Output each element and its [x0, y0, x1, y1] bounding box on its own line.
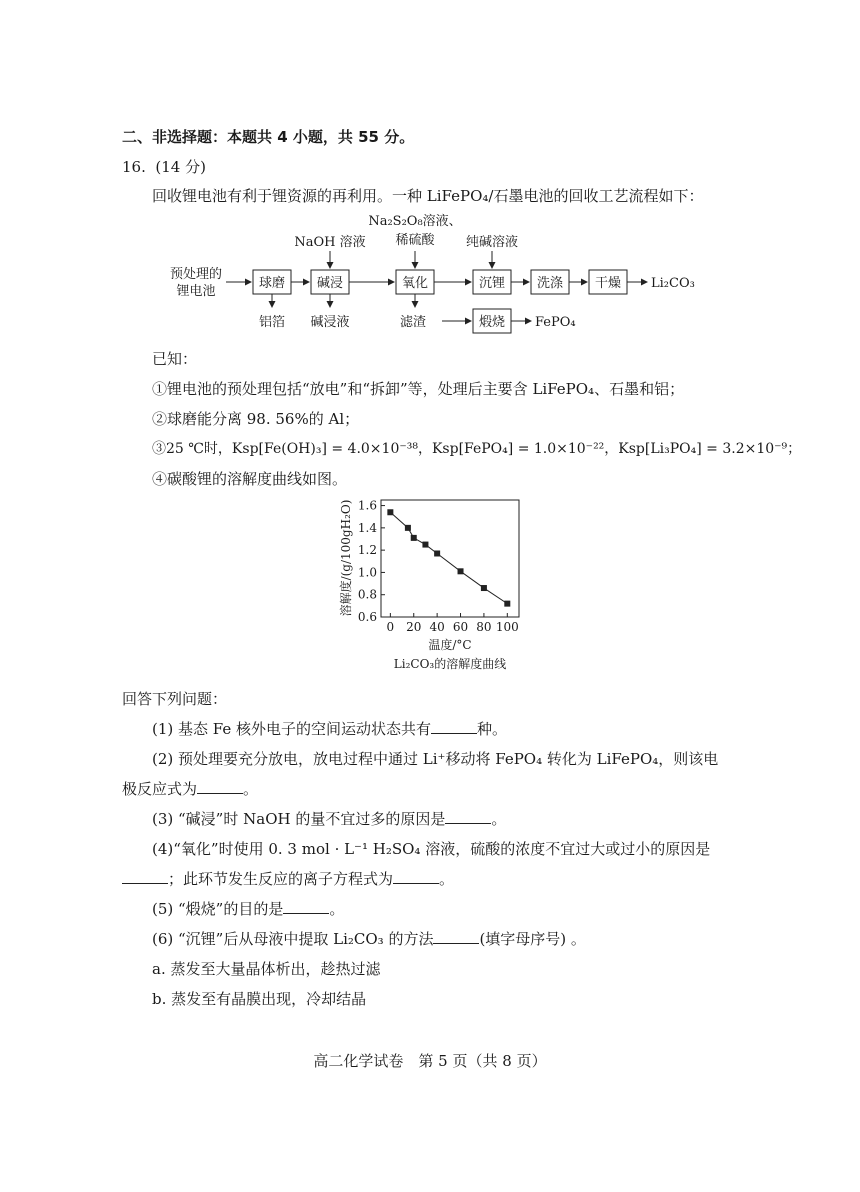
q5-text: (5) “煅烧”的目的是 [152, 900, 284, 918]
data-point [504, 601, 510, 607]
question-1 [152, 718, 507, 739]
step-alkali-leach [311, 270, 349, 294]
reagent-oxidizer-line1: Na₂S₂O₈溶液、 [368, 214, 462, 229]
option-a: a. 蒸发至大量晶体析出，趁热过滤 [152, 960, 381, 978]
reagent-soda: 纯碱溶液 [465, 235, 519, 250]
step-li-precipitation [473, 270, 511, 294]
step-alkali-leach-label: 碱浸 [316, 276, 344, 291]
step-calcination [473, 309, 511, 333]
y-tick-label: 1.0 [357, 565, 377, 580]
question-4-line2 [122, 868, 454, 889]
chart-ticks [358, 499, 519, 634]
known-item-2: ②球磨能分离 98. 56%的 Al； [152, 410, 360, 428]
q3-text: (3) “碱浸”时 NaOH 的量不宜过多的原因是 [152, 810, 446, 828]
q1-text: (1) 基态 Fe 核外电子的空间运动状态共有 [152, 720, 432, 738]
step-ballmill [253, 270, 291, 294]
chart-points [387, 509, 510, 606]
x-tick-label: 0 [386, 620, 395, 634]
q6-text-end: (填字母序号) 。 [479, 930, 586, 948]
step-drying [589, 270, 627, 294]
answer-prompt: 回答下列问题： [122, 690, 228, 708]
question-4-line1: (4)“氧化”时使用 0. 3 mol · L⁻¹ H₂SO₄ 溶液，硫酸的浓度不宜过大或过小的原因是 [152, 840, 711, 858]
q1-answer-blank[interactable] [431, 721, 477, 734]
question-points: (14 分) [155, 158, 206, 176]
step-oxidation-label: 氧化 [401, 276, 429, 291]
q3-text-end: 。 [491, 810, 507, 828]
step-li-precipitation-label: 沉锂 [478, 276, 506, 291]
known-title: 已知： [152, 350, 198, 368]
x-tick-label: 100 [495, 620, 519, 634]
data-point [458, 568, 464, 574]
step-calcination-label: 煅烧 [478, 315, 506, 330]
solubility-chart [335, 494, 535, 676]
data-point [434, 550, 440, 556]
data-point [405, 525, 411, 531]
flow-start-line2: 锂电池 [176, 284, 216, 299]
data-point [387, 509, 393, 515]
q4-answer-blank-1[interactable] [122, 871, 168, 884]
known-item-3: ③25 ℃时，Ksp[Fe(OH)₃] = 4.0×10⁻³⁸，Ksp[FePO₄] = 1.0×10⁻²²，Ksp[Li₃PO₄] = 3.2×10⁻⁹； [152, 441, 802, 457]
y-tick-label: 1.4 [357, 520, 377, 535]
step-washing [531, 270, 569, 294]
y-tick-label: 1.6 [357, 498, 377, 513]
y-tick-label: 0.6 [357, 610, 377, 624]
byproduct-residue: 滤渣 [399, 315, 427, 330]
question-2-line2 [122, 778, 258, 799]
question-6 [152, 928, 586, 949]
known-item-1: ①锂电池的预处理包括“放电”和“拆卸”等，处理后主要含 LiFePO₄、石墨和铝； [152, 380, 685, 398]
step-oxidation [396, 270, 434, 294]
y-tick-label: 0.8 [357, 587, 377, 602]
x-tick-label: 20 [406, 620, 422, 634]
q4-text: ；此环节发生反应的离子方程式为 [168, 870, 394, 888]
x-tick-label: 80 [476, 620, 492, 634]
question-3 [152, 808, 506, 829]
question-5 [152, 898, 344, 919]
product-fepo4: FePO₄ [535, 315, 576, 330]
question-number [122, 156, 206, 177]
reagent-naoh: NaOH 溶液 [294, 235, 366, 250]
q6-text: (6) “沉锂”后从母液中提取 Li₂CO₃ 的方法 [152, 930, 434, 948]
step-washing-label: 洗涤 [536, 276, 564, 291]
known-item-4: ④碳酸锂的溶解度曲线如图。 [152, 470, 348, 488]
x-tick-label: 40 [429, 620, 445, 634]
reagent-oxidizer-line2: 稀硫酸 [395, 233, 435, 248]
product-li2co3: Li₂CO₃ [651, 276, 695, 291]
q2-text-end: 。 [243, 780, 259, 798]
y-tick-label: 1.2 [357, 543, 377, 558]
q5-answer-blank[interactable] [283, 901, 329, 914]
data-point [481, 585, 487, 591]
chart-frame [381, 500, 519, 617]
q4-answer-blank-2[interactable] [393, 871, 439, 884]
x-tick-label: 60 [452, 620, 469, 634]
data-point [422, 542, 428, 548]
q6-answer-blank[interactable] [433, 931, 479, 944]
q1-text-end: 种。 [477, 720, 508, 738]
step-ballmill-label: 球磨 [258, 276, 286, 291]
q2-answer-blank[interactable] [197, 781, 243, 794]
question-number-label: 16. [122, 158, 146, 176]
q4-text-end: 。 [439, 870, 455, 888]
chart-title: Li₂CO₃的溶解度曲线 [393, 657, 507, 671]
data-point [411, 535, 417, 541]
question-2-line1: (2) 预处理要充分放电，放电过程中通过 Li⁺移动将 FePO₄ 转化为 LiFePO₄，则该电 [152, 750, 719, 768]
section-header: 二、非选择题：本题共 4 小题，共 55 分。 [122, 128, 415, 146]
step-drying-label: 干燥 [594, 276, 622, 291]
chart-xlabel: 温度/°C [428, 638, 472, 652]
q3-answer-blank[interactable] [445, 811, 491, 824]
byproduct-al-foil: 铝箔 [258, 315, 286, 330]
chart-ylabel: 溶解度/(g/100gH₂O) [339, 499, 353, 617]
page-footer: 高二化学试卷 第 5 页（共 8 页） [313, 1052, 547, 1070]
process-flow-diagram [150, 205, 730, 335]
byproduct-leach-liquor: 碱浸液 [310, 315, 350, 330]
option-b: b. 蒸发至有晶膜出现，冷却结晶 [152, 990, 367, 1008]
question-intro: 回收锂电池有利于锂资源的再利用。一种 LiFePO₄/石墨电池的回收工艺流程如下： [152, 187, 704, 205]
q2-text: 极反应式为 [122, 780, 198, 798]
q5-text-end: 。 [329, 900, 345, 918]
flow-start-line1: 预处理的 [169, 267, 223, 282]
